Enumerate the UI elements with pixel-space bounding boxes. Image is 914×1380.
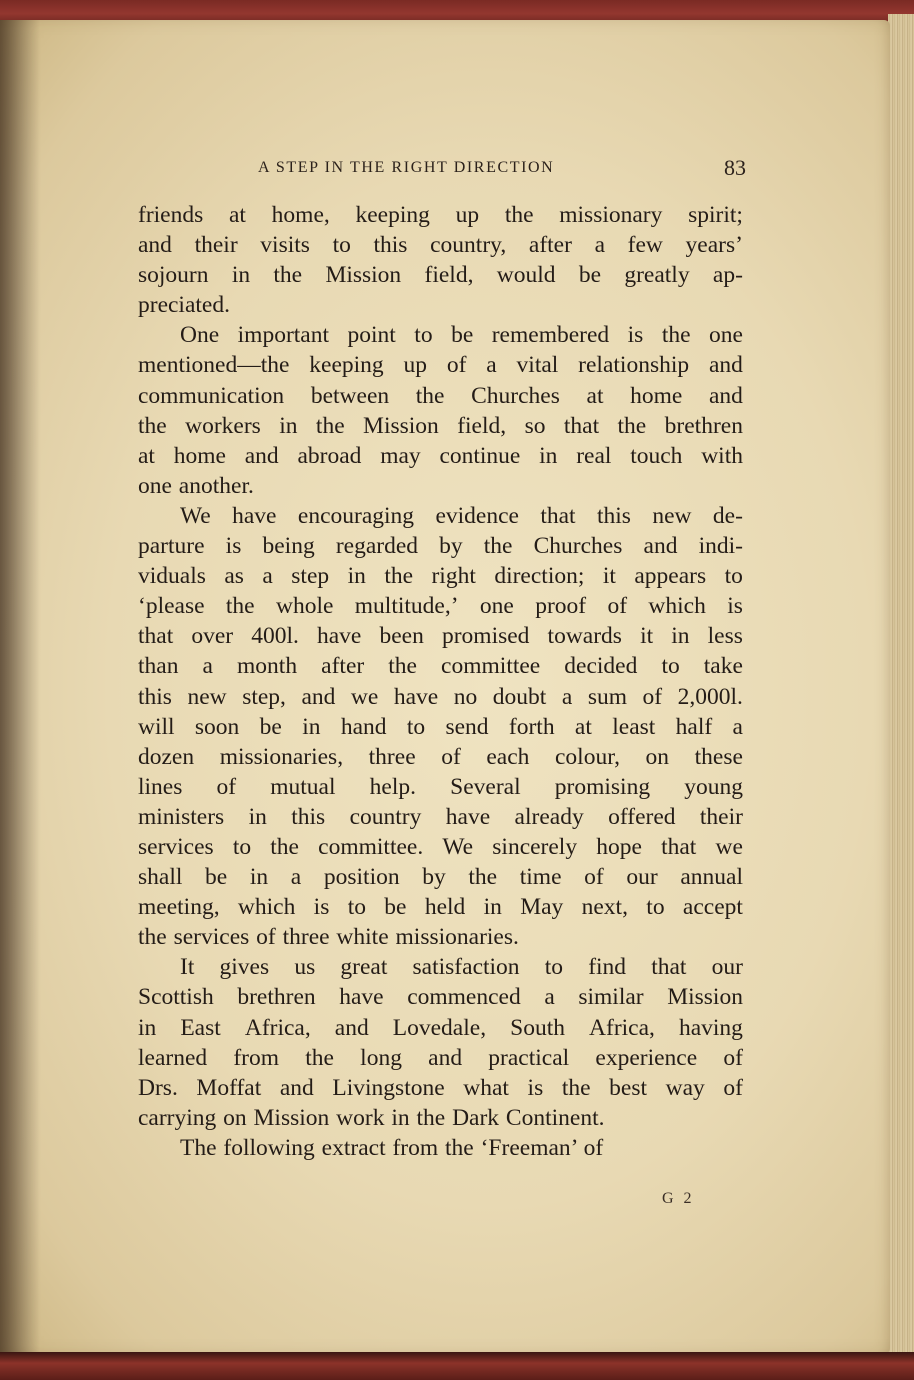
text-line: learned from the long and practical experience of xyxy=(138,1044,743,1071)
page-number: 83 xyxy=(724,155,746,180)
page-edges xyxy=(888,14,914,1364)
text-line: meeting, which is to be held in May next, to accept xyxy=(138,894,743,921)
text-line: one another. xyxy=(138,472,254,499)
text-line: this new step, and we have no doubt a sum of 2,000l. xyxy=(138,683,743,710)
text-line: mentioned—the keeping up of a vital relationship and xyxy=(138,352,743,379)
text-line: One important point to be remembered is the one xyxy=(180,322,743,349)
page-gutter xyxy=(0,20,40,1354)
text-line: lines of mutual help. Several promising young xyxy=(138,773,743,800)
book-cover-bottom-edge xyxy=(0,1352,914,1380)
text-line: preciated. xyxy=(138,292,230,319)
paragraph xyxy=(138,1133,743,1163)
text-line: We have encouraging evidence that this new de- xyxy=(180,502,743,529)
text-line: friends at home, keeping up the missionary spirit; xyxy=(138,202,743,228)
text-line: than a month after the committee decided to take xyxy=(138,653,743,680)
text-line: that over 400l. have been promised towards it in less xyxy=(138,623,743,650)
paragraph xyxy=(138,952,743,1133)
text-line: and their visits to this country, after a few years’ xyxy=(138,232,743,259)
text-line: ministers in this country have already offered their xyxy=(138,803,743,830)
text-line: The following extract from the ‘Freeman’ of xyxy=(180,1134,604,1161)
paragraph xyxy=(138,320,743,501)
text-line: shall be in a position by the time of our annual xyxy=(138,864,743,891)
paragraph xyxy=(138,200,743,320)
body-text xyxy=(138,200,743,1163)
text-line: in East Africa, and Lovedale, South Africa, having xyxy=(138,1014,743,1041)
text-line: carrying on Mission work in the Dark Continent. xyxy=(138,1104,605,1131)
text-line: It gives us great satisfaction to find that our xyxy=(180,954,743,981)
text-line: communication between the Churches at home and xyxy=(138,382,743,409)
text-line: the workers in the Mission field, so that the brethren xyxy=(138,412,743,439)
text-line: parture is being regarded by the Churches and indi- xyxy=(138,533,743,560)
text-line: dozen missionaries, three of each colour, on these xyxy=(138,743,743,770)
text-line: Drs. Moffat and Livingstone what is the best way of xyxy=(138,1074,743,1101)
text-line: at home and abroad may continue in real touch with xyxy=(138,442,743,469)
text-line: the services of three white missionaries. xyxy=(138,924,519,951)
text-line: Scottish brethren have commenced a similar Mission xyxy=(138,984,743,1011)
text-line: ‘please the whole multitude,’ one proof of which is xyxy=(138,593,743,620)
paragraph xyxy=(138,501,743,952)
running-head xyxy=(258,156,746,180)
running-title: A STEP IN THE RIGHT DIRECTION xyxy=(258,159,555,176)
text-line: viduals as a step in the right direction; it appears to xyxy=(138,563,743,590)
text-line: services to the committee. We sincerely hope that we xyxy=(138,833,743,860)
text-line: sojourn in the Mission field, would be greatly ap- xyxy=(138,262,743,289)
text-line: will soon be in hand to send forth at least half a xyxy=(138,713,743,740)
signature-mark: G 2 xyxy=(662,1190,695,1207)
